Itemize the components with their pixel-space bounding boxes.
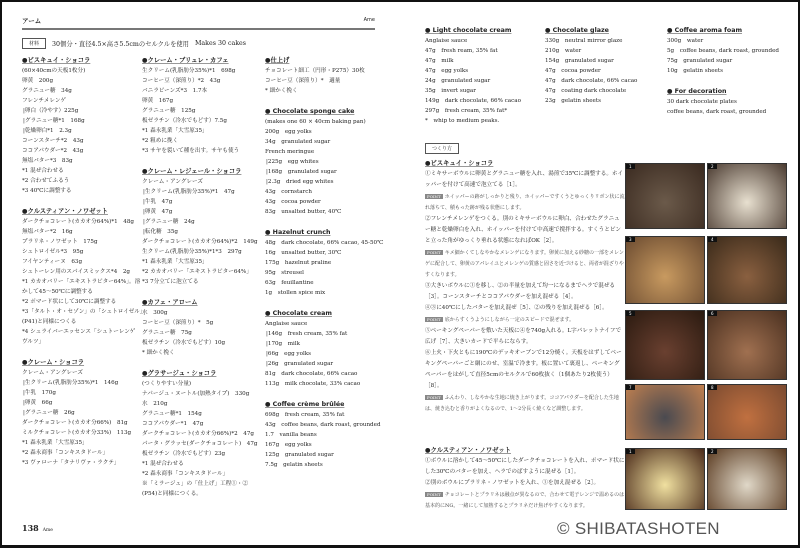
ingredient-line: 板ゼラチン（冷水でもどす）7.5g [142, 118, 227, 124]
ingredient-line: 43g cornstarch [265, 189, 312, 195]
grouped-ingredient-line: |146g fresh cream, 35% fat [266, 331, 348, 337]
photo-step-number: 1 [626, 449, 635, 454]
point-badge: POINT [427, 395, 441, 400]
ingredient-line: (つくりやすい分量) [142, 381, 192, 387]
ingredient-line: 300g water [667, 38, 704, 44]
ingredient-line: 卵黄 200g [22, 78, 54, 84]
ingredient-line: ダークチョコレート(カカオ分66%)*2 47g [142, 431, 254, 437]
section-title: ●クレーム・ブリュレ・カフェ [142, 57, 229, 64]
recipe-section [22, 206, 146, 347]
ingredient-line: シュトーレン用のスパイスミックス*4 2g [22, 269, 131, 275]
header-title-en: Ame [363, 17, 375, 23]
step-text: 底からすくうようにしながら一定のスピードで混ぜます。 [444, 317, 575, 323]
footnote: * 細かく挽く [142, 350, 175, 356]
method-step [425, 348, 625, 392]
ingredient-line: 10g gelatin sheets [667, 68, 723, 74]
page-number-value: 138 [22, 523, 39, 533]
recipe-section [22, 357, 142, 468]
footnote: *3 ヴァローナ「タナリヴァ・ラクテ」 [22, 460, 120, 466]
grouped-ingredient-line: |2.3g dried egg whites [266, 179, 334, 185]
ingredient-line: シュトロイゼル*3 95g [22, 249, 84, 255]
ingredient-line: 698g fresh cream, 35% fat [265, 412, 345, 418]
ingredient-line: 1.7 vanilla beans [265, 432, 317, 438]
materials-line [22, 38, 246, 49]
ingredient-line: プラリネ・ノワゼット 175g [22, 239, 98, 245]
section-title: ● For decoration [667, 88, 727, 95]
section-title: ●クルスティアン・ノワゼット [22, 208, 108, 215]
ingredient-line: 47g milk [425, 58, 454, 64]
point-badge: POINT [427, 492, 441, 497]
ingredient-line: ミルクチョコレート(カカオ分33%) 113g [22, 430, 132, 436]
point-badge: POINT [427, 250, 441, 255]
ingredient-line: 200g egg yolks [265, 129, 312, 135]
ingredient-line: ダークチョコレート(カカオ分64%)*1 48g [22, 219, 134, 225]
recipe-section [142, 55, 262, 156]
ingredient-line: 81g dark chocolate, 66% cacao [265, 371, 358, 377]
photo-step-number: 1 [626, 164, 635, 169]
right-column-2 [545, 25, 665, 116]
ingredient-line: 47g egg yolks [425, 68, 469, 74]
ingredient-line: 34g granulated sugar [265, 139, 331, 145]
process-photo [625, 310, 705, 380]
footnote: * whip to medium peaks. [425, 118, 500, 124]
recipe-section [142, 368, 262, 499]
left-column-1 [22, 55, 146, 478]
ingredient-line: (makes one 60 × 40cm baking pan) [265, 119, 366, 125]
ingredient-line: 47g dark chocolate, 66% cacao [545, 78, 638, 84]
process-photo [625, 384, 705, 440]
method-section-title: ●クルスティアン・ノワゼット [425, 447, 511, 454]
ingredient-line: (60×40cmの天板1枚分) [22, 68, 86, 74]
ingredient-line: 卵黄 167g [142, 98, 174, 104]
ingredient-line: 47g cocoa powder [545, 68, 601, 74]
ingredient-line: (P54)と同様につくる。 [142, 491, 202, 497]
step-text: ⑥上火・下火ともに190℃のデッキオーブンで12分焼く。天板をはずしてベーキングペーパーごと網にのせ、室温で冷ます。板に置いて裏返し、ベーキングペーパーをはがして直径5cmのセルクルで60枚抜く（1個あたり2枚使う）［8］。 [425, 350, 622, 389]
step-text: ④③に40℃にしたバターを加え混ぜ［5］、②の残りを加え混ぜる［6］。 [425, 305, 608, 311]
footnote: *1 森永乳業「大雪原35」 [142, 128, 208, 134]
ingredient-line: 23g gelatin sheets [545, 98, 601, 104]
grouped-ingredient-line: |170g milk [266, 341, 301, 347]
ingredient-line: バニラビーンズ*3 1.7本 [142, 88, 208, 94]
photo-step-number: 3 [626, 237, 635, 242]
right-column-1 [425, 25, 545, 136]
ingredient-line: 75g granulated sugar [667, 58, 733, 64]
grouped-ingredient-line: |卵白（冷やす）225g [23, 108, 79, 114]
method-step [425, 303, 625, 314]
section-title: ● Chocolate cream [265, 310, 332, 317]
step-text: ②別のボウルにプラリネ・ノワゼットを入れ、①を加え混ぜる［2］。 [425, 480, 600, 486]
footnote: *2 合わせてふるう [22, 178, 70, 184]
left-column-2 [142, 55, 262, 509]
grouped-ingredient-line: |66g egg yolks [266, 351, 312, 357]
method-step [425, 456, 625, 478]
ingredient-line: 297g fresh cream, 35% fat* [425, 108, 508, 114]
step-text: ⑤ベーキングペーパーを敷いた天板に④を740g入れる。L字パレットナイフで広げ［7］、大きいカードで平らにならす。 [425, 328, 622, 345]
recipe-section [265, 227, 385, 298]
section-title: ● Chocolate sponge cake [265, 108, 355, 115]
grouped-ingredient-line: |グラニュー糖*1 168g [23, 118, 85, 124]
grouped-ingredient-line: |牛乳 47g [143, 199, 173, 205]
footnote: *2 粗めに挽く [142, 138, 179, 144]
recipe-section [142, 297, 262, 358]
method-section-title: ●ビスキュイ・ショコラ [425, 160, 494, 167]
ingredient-line: コーヒー豆（深煎り）* 適量 [265, 78, 341, 84]
ingredient-line: クレーム・アングレーズ [142, 179, 203, 185]
recipe-section [265, 308, 385, 389]
grouped-ingredient-line: |生クリーム(乳脂肪分35%)*1 47g [143, 189, 235, 195]
ingredient-line: コーンスターチ*2 43g [22, 138, 84, 144]
step-text: キメ細かくてしなやかなメレンゲになります。卵黄に加える砂糖の一部をメレンゲに配合して、卵黄のアパレイユとメレンゲの質感と固さを近づけると、両者が混ざりやすくなります。 [425, 250, 624, 278]
ingredient-line: 63g feuillantine [265, 280, 314, 286]
section-title: ● Chocolate glaze [545, 27, 609, 34]
ingredient-line: 7.5g gelatin sheets [265, 462, 323, 468]
footnote: *2 森永商事「コンキスタドール」 [22, 450, 109, 456]
ingredient-line: ココアパウダー*1 47g [142, 421, 204, 427]
section-title: ●グラサージュ・ショコラ [142, 370, 217, 377]
ingredient-line: 16g unsalted butter, 30℃ [265, 250, 342, 256]
ingredient-line: フレンチメレンゲ [22, 98, 66, 104]
recipe-section [22, 55, 142, 196]
method-step [425, 169, 625, 191]
point-note [425, 392, 625, 415]
point-badge: POINT [427, 317, 441, 322]
recipe-section [265, 399, 385, 470]
step-text: ②フレンチメレンゲをつくる。別のミキサーボウルに卵白、合わせたグラニュー糖と乾燥卵白を入れ、ホイッパーを付けて中高速で撹拌する。すくうとピンと立った角がゆっくり垂れる状態になればOK［2］。 [425, 216, 622, 244]
recipe-section [545, 25, 665, 106]
ingredient-line: 30 dark chocolate plates [667, 99, 737, 105]
ingredient-line: かして45～50℃に調整する [22, 289, 93, 295]
page-number [22, 523, 53, 533]
grouped-ingredient-line: |卵黄 66g [23, 400, 53, 406]
ingredient-line: グラニュー糖*1 154g [142, 411, 202, 417]
photo-step-number: 8 [708, 385, 717, 390]
ingredient-line: Anglaise sauce [265, 321, 308, 327]
recipe-section [142, 166, 262, 287]
step-text: チョコレートとプラリネは融点が異なるので、合わせて電子レンジで温めるのは基本的にNG。一緒にして加熱するとプラリネだけ焦げやすくなります。 [425, 492, 625, 509]
ingredient-line: 生クリーム(乳脂肪分35%)*1*3 297g [142, 249, 242, 255]
grouped-ingredient-line: |卵黄 47g [143, 209, 173, 215]
ingredient-line: グラニュー糖 75g [142, 330, 192, 336]
ingredient-line: グラニュー糖 125g [142, 108, 196, 114]
right-column-3 [667, 25, 787, 127]
ingredient-line: ダークチョコレート(カカオ分66%) 81g [22, 420, 128, 426]
photo-step-number: 2 [708, 164, 717, 169]
ingredient-line: 43g coffee beans, dark roast, grounded [265, 422, 381, 428]
ingredient-line: 125g granulated sugar [265, 452, 334, 458]
recipe-section [265, 55, 385, 96]
ingredient-line: 167g egg yolks [265, 442, 312, 448]
process-photo [707, 163, 787, 229]
step-text: ふんわり、しなやかな生地に焼き上がります。ココアパウダーを配合した生地は、焼き込むと香りがよくなるので、1～2分長く焼くなど調整します。 [425, 395, 619, 412]
footnote: *2 森永商事「コンキスタドール」 [142, 471, 229, 477]
ingredient-line: coffee beans, dark roast, grounded [667, 109, 767, 115]
ingredient-line: コーヒー豆（深煎り）*2 43g [142, 78, 221, 84]
process-photo [707, 448, 787, 510]
step-text: ①ボウルに溶かして45～50℃にしたダークチョコレートを入れ、ポマード状にした30℃のバターを加え、ヘラでのばすように混ぜる［1］。 [425, 458, 625, 475]
left-column-3 [265, 55, 385, 480]
point-note [425, 191, 625, 214]
process-photo [625, 163, 705, 229]
grouped-ingredient-line: |乾燥卵白*1 2.3g [23, 128, 72, 134]
header-title: アーム [22, 17, 42, 25]
method-step [425, 214, 625, 247]
page-label: Ame [42, 528, 53, 533]
grouped-ingredient-line: |グラニュー糖 26g [23, 410, 75, 416]
section-title: ● Coffee crème brûlée [265, 401, 345, 408]
ingredient-line: 154g granulated sugar [545, 58, 614, 64]
ingredient-line: 210g water [545, 48, 582, 54]
ingredient-line: 板ゼラチン（冷水でもどす）23g [142, 451, 226, 457]
ingredient-line: クレーム・アングレーズ [22, 370, 83, 376]
section-title: ●仕上げ [265, 57, 290, 64]
recipe-section [425, 25, 545, 126]
grouped-ingredient-line: |26g granulated sugar [266, 361, 334, 367]
photo-step-number: 7 [626, 385, 635, 390]
method-steps [425, 158, 625, 512]
footnote: *3 サヤを裂いて種を出す。サヤも使う [142, 148, 240, 154]
running-header [22, 16, 375, 30]
photo-step-number: 4 [708, 237, 717, 242]
process-photo [625, 448, 705, 510]
footnote: *1 森永乳業「大雪原35」 [22, 440, 88, 446]
step-text: ①ミキサーボウルに卵黄とグラニュー糖を入れ、湯煎で35℃に調整する。ホイッパーを付けて高速で泡立てる［1］。 [425, 171, 624, 188]
materials-text: 30個分・直径4.5×高さ5.5cmのセルクルを使用 [52, 41, 189, 48]
ingredient-line: コーヒー豆（深煎り）* 5g [142, 320, 214, 326]
ingredient-line: ナパージュ・ヌートル(加熱タイプ) 330g [142, 391, 250, 397]
section-title: ● Light chocolate cream [425, 27, 512, 34]
ingredient-line: グラニュー糖 34g [22, 88, 72, 94]
ingredient-line: Anglaise sauce [425, 38, 468, 44]
ingredient-line: 1g stollen spice mix [265, 290, 326, 296]
ingredient-line: 水 210g [142, 401, 168, 407]
ingredient-line: ※「ミラージュ」の「仕上げ」工程①・② [142, 481, 249, 487]
footnote: *2 ポマード状にして30℃に調整する [22, 299, 117, 305]
section-title: ●クレーム・レジェール・ショコラ [142, 168, 242, 175]
footnote: *3「タルト・オ・セゾン」の「シュトロイゼル」 [22, 309, 146, 315]
footnote: *1 混ぜ合わせる [142, 461, 184, 467]
recipe-section [667, 86, 787, 117]
footnote: *3 40℃に調整する [22, 188, 72, 194]
footnote: *1 カカオバリー「エキストラビター64%」。溶 [22, 279, 141, 285]
section-title: ● Hazelnut crunch [265, 229, 331, 236]
ingredient-line: 95g streusel [265, 270, 304, 276]
ingredient-line: フイヤンティーヌ 63g [22, 259, 83, 265]
ingredient-line: 149g dark chocolate, 66% cacao [425, 98, 521, 104]
section-title: ●クレーム・ショコラ [22, 359, 85, 366]
point-note [425, 489, 625, 512]
method-step [425, 281, 625, 303]
ingredient-line: ダークチョコレート(カカオ分64%)*2 149g [142, 239, 258, 245]
grouped-ingredient-line: |牛乳 170g [23, 390, 56, 396]
photo-step-number: 2 [708, 449, 717, 454]
ingredient-line: 47g coating dark chocolate [545, 88, 627, 94]
ingredient-line: 24g granulated sugar [425, 78, 491, 84]
method-label: つくり方 [425, 143, 459, 154]
ingredient-line: French meringue [265, 149, 315, 155]
process-photo [625, 236, 705, 304]
ingredient-line: 水 300g [142, 310, 168, 316]
point-note [425, 314, 625, 326]
grouped-ingredient-line: |生クリーム(乳脂肪分35%)*1 146g [23, 380, 119, 386]
footnote: *4 シュライバーエッセンス「シュトーレンゲ [22, 329, 136, 335]
process-photo [707, 384, 787, 440]
step-text: ③大きいボウルに①を移し、②の半量を加えて均一になるまでヘラで混ぜる［3］。コーンスターチとココアパウダーを加え混ぜる［4］。 [425, 283, 616, 300]
section-title: ●カフェ・アローム [142, 299, 198, 306]
ingredient-line: 無塩バター*3 83g [22, 158, 73, 164]
ingredient-line: 5g coffee beans, dark roast, grounded [667, 48, 779, 54]
ingredient-line: (P41)と同様につくる [22, 319, 77, 325]
ingredient-line: 板ゼラチン（冷水でもどす）10g [142, 340, 226, 346]
footnote: *2 カカオバリー「エキストラビター64%」 [142, 269, 252, 275]
process-photo [707, 310, 787, 380]
ingredient-line: チョコレート細工（円形・P275）30枚 [265, 68, 365, 74]
photo-step-number: 6 [708, 311, 717, 316]
photo-step-number: 5 [626, 311, 635, 316]
ingredient-line: 35g invert sugar [425, 88, 476, 94]
ingredient-line: 330g neutral mirror glaze [545, 38, 623, 44]
ingredient-line: 無塩バター*2 16g [22, 229, 73, 235]
section-title: ● Coffee aroma foam [667, 27, 743, 34]
step-text: ホイッパーの跡がしっかりと残り、ホイッパーですくうとゆっくりリボン状に流れ落ちて、積もった跡が残る状態にします。 [425, 194, 625, 211]
footnote: *3 7分立てに泡立てる [142, 279, 199, 285]
ingredient-line: パータ・グラッセ(ダークチョコレート) 47g [142, 441, 258, 447]
ingredient-line: 175g hazelnut praline [265, 260, 332, 266]
footnote: * 細かく挽く [265, 88, 298, 94]
materials-label: 材料 [22, 38, 46, 49]
method-step [425, 326, 625, 348]
ingredient-line: 113g milk chocolate, 33% cacao [265, 381, 361, 387]
copyright-watermark: © SHIBATASHOTEN [557, 519, 720, 538]
materials-text-en: Makes 30 cakes [194, 40, 247, 47]
footnote: *1 混ぜ合わせる [22, 168, 64, 174]
grouped-ingredient-line: |転化糖 35g [143, 229, 178, 235]
process-photo [707, 236, 787, 304]
point-badge: POINT [427, 194, 441, 199]
ingredient-line: 生クリーム(乳脂肪分35%)*1 698g [142, 68, 236, 74]
footnote: *1 森永乳業「大雪原35」 [142, 259, 208, 265]
grouped-ingredient-line: |168g granulated sugar [266, 169, 337, 175]
ingredient-line: 47g fresh ream, 35% fat [425, 48, 498, 54]
ingredient-line: 83g unsalted butter, 40℃ [265, 209, 342, 215]
ingredient-line: ヴルツ」 [22, 339, 45, 345]
method-step [425, 478, 625, 489]
ingredient-line: 48g dark chocolate, 66% cacao, 45-50℃ [265, 240, 384, 246]
grouped-ingredient-line: |グラニュー糖 24g [143, 219, 195, 225]
ingredient-line: 43g cocoa powder [265, 199, 321, 205]
grouped-ingredient-line: |225g egg whites [266, 159, 319, 165]
ingredient-line: ココアパウダー*2 43g [22, 148, 84, 154]
point-note [425, 247, 625, 281]
recipe-section [265, 106, 385, 217]
recipe-section [667, 25, 787, 76]
section-title: ●ビスキュイ・ショコラ [22, 57, 91, 64]
